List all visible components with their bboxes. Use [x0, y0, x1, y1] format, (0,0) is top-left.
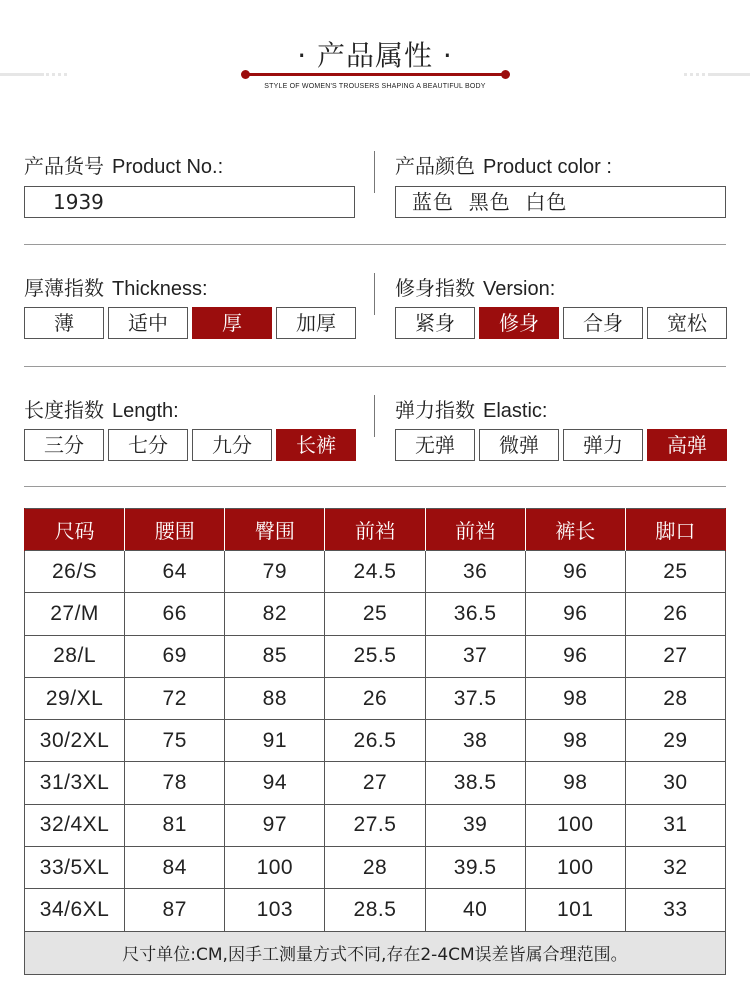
table-cell: 25: [625, 551, 725, 593]
version-options: [395, 307, 727, 339]
elastic-option: 微弹: [479, 429, 559, 461]
table-cell: 101: [525, 889, 625, 931]
length-options: [24, 429, 356, 461]
table-cell: 27: [325, 762, 425, 804]
table-cell: 98: [525, 762, 625, 804]
product-no-label: [24, 150, 223, 179]
table-cell: 100: [225, 847, 325, 889]
page-title: · 产品属性 ·: [297, 39, 453, 72]
section-divider-vertical: [374, 395, 375, 437]
header-cell-front-rise-2: 前裆: [425, 509, 525, 551]
length-option: 七分: [108, 429, 188, 461]
table-cell: 66: [125, 593, 225, 635]
table-cell: 88: [225, 677, 325, 719]
table-cell: 91: [225, 720, 325, 762]
table-cell: 64: [125, 551, 225, 593]
table-cell: 96: [525, 593, 625, 635]
table-cell: 103: [225, 889, 325, 931]
elastic-options: [395, 429, 727, 461]
table-cell: 27.5: [325, 804, 425, 846]
version-label-cn: 修身指数: [395, 276, 475, 300]
table-cell: 36: [425, 551, 525, 593]
elastic-label-cn: 弹力指数: [395, 398, 475, 422]
table-row: [25, 551, 726, 593]
length-option: 三分: [24, 429, 104, 461]
table-cell: 26.5: [325, 720, 425, 762]
table-cell: 72: [125, 677, 225, 719]
header-cell-front-rise: 前裆: [325, 509, 425, 551]
table-row: [25, 847, 726, 889]
table-cell: 30/2XL: [25, 720, 125, 762]
thickness-label-en: Thickness:: [112, 278, 208, 300]
table-cell: 69: [125, 635, 225, 677]
table-cell: 81: [125, 804, 225, 846]
table-cell: 100: [525, 847, 625, 889]
table-cell: 75: [125, 720, 225, 762]
table-cell: 33/5XL: [25, 847, 125, 889]
section-separator: [24, 244, 726, 245]
table-cell: 82: [225, 593, 325, 635]
length-label: [24, 394, 179, 423]
table-cell: 34/6XL: [25, 889, 125, 931]
table-cell: 32/4XL: [25, 804, 125, 846]
version-label-en: Version:: [483, 278, 556, 300]
table-cell: 25.5: [325, 635, 425, 677]
table-row: [25, 677, 726, 719]
table-cell: 31/3XL: [25, 762, 125, 804]
length-option: 九分: [192, 429, 272, 461]
thickness-option: 适中: [108, 307, 188, 339]
size-table: [24, 508, 726, 975]
header-dots-right: [684, 73, 706, 76]
section-divider-vertical: [374, 273, 375, 315]
header-divider-right: [708, 73, 750, 76]
version-option-selected: 修身: [479, 307, 559, 339]
thickness-option-selected: 厚: [192, 307, 272, 339]
measurement-note: 尺寸单位:CM,因手工测量方式不同,存在2-4CM误差皆属合理范围。: [25, 931, 726, 974]
product-no-value: 1939: [24, 186, 355, 218]
page-subtitle: STYLE OF WOMEN'S TROUSERS SHAPING A BEAUTIFUL BODY: [264, 83, 486, 90]
section-separator: [24, 366, 726, 367]
table-cell: 79: [225, 551, 325, 593]
table-cell: 25: [325, 593, 425, 635]
thickness-options: [24, 307, 356, 339]
elastic-label-en: Elastic:: [483, 400, 548, 422]
header-dots-left: [46, 73, 68, 76]
table-cell: 28/L: [25, 635, 125, 677]
product-color-value: 蓝色 黑色 白色: [395, 186, 726, 218]
table-cell: 97: [225, 804, 325, 846]
table-cell: 78: [125, 762, 225, 804]
table-cell: 27/M: [25, 593, 125, 635]
product-color-label: [395, 150, 612, 179]
table-cell: 37: [425, 635, 525, 677]
table-cell: 28.5: [325, 889, 425, 931]
table-cell: 38.5: [425, 762, 525, 804]
version-label: [395, 272, 555, 301]
table-cell: 24.5: [325, 551, 425, 593]
table-row: [25, 762, 726, 804]
header-cell-hem: 脚口: [625, 509, 725, 551]
table-row: [25, 889, 726, 931]
section-separator: [24, 486, 726, 487]
table-row: [25, 720, 726, 762]
length-label-cn: 长度指数: [24, 398, 104, 422]
table-cell: 39: [425, 804, 525, 846]
elastic-option: 无弹: [395, 429, 475, 461]
header-cell-length: 裤长: [525, 509, 625, 551]
table-cell: 87: [125, 889, 225, 931]
table-cell: 29: [625, 720, 725, 762]
section-divider-vertical: [374, 151, 375, 193]
table-cell: 100: [525, 804, 625, 846]
table-cell: 26/S: [25, 551, 125, 593]
thickness-option: 加厚: [276, 307, 356, 339]
table-row: [25, 804, 726, 846]
elastic-option: 弹力: [563, 429, 643, 461]
table-cell: 85: [225, 635, 325, 677]
table-cell: 40: [425, 889, 525, 931]
table-cell: 39.5: [425, 847, 525, 889]
product-color-label-cn: 产品颜色: [395, 154, 475, 178]
table-row: [25, 593, 726, 635]
length-label-en: Length:: [112, 400, 179, 422]
length-option-selected: 长裤: [276, 429, 356, 461]
thickness-option: 薄: [24, 307, 104, 339]
elastic-label: [395, 394, 547, 423]
header-cell-waist: 腰围: [125, 509, 225, 551]
table-cell: 98: [525, 677, 625, 719]
header-divider-left: [0, 73, 44, 76]
header-cell-hip: 臀围: [225, 509, 325, 551]
version-option: 宽松: [647, 307, 727, 339]
header-accent-dot-right: [501, 70, 510, 79]
header-accent-line: [244, 73, 506, 76]
table-cell: 28: [625, 677, 725, 719]
product-color-label-en: Product color :: [483, 156, 612, 178]
table-cell: 84: [125, 847, 225, 889]
table-cell: 31: [625, 804, 725, 846]
table-cell: 32: [625, 847, 725, 889]
table-note-row: [25, 931, 726, 974]
table-cell: 28: [325, 847, 425, 889]
table-cell: 27: [625, 635, 725, 677]
table-cell: 29/XL: [25, 677, 125, 719]
header-cell-size: 尺码: [25, 509, 125, 551]
product-no-label-cn: 产品货号: [24, 154, 104, 178]
version-option: 合身: [563, 307, 643, 339]
thickness-label: [24, 272, 208, 301]
table-cell: 26: [325, 677, 425, 719]
thickness-label-cn: 厚薄指数: [24, 276, 104, 300]
version-option: 紧身: [395, 307, 475, 339]
table-cell: 94: [225, 762, 325, 804]
table-header-row: [25, 509, 726, 551]
table-cell: 96: [525, 635, 625, 677]
table-cell: 26: [625, 593, 725, 635]
table-cell: 30: [625, 762, 725, 804]
table-cell: 36.5: [425, 593, 525, 635]
elastic-option-selected: 高弹: [647, 429, 727, 461]
header-accent-dot-left: [241, 70, 250, 79]
table-cell: 33: [625, 889, 725, 931]
table-cell: 98: [525, 720, 625, 762]
product-no-label-en: Product No.:: [112, 156, 224, 178]
table-cell: 37.5: [425, 677, 525, 719]
table-cell: 38: [425, 720, 525, 762]
table-cell: 96: [525, 551, 625, 593]
table-row: [25, 635, 726, 677]
